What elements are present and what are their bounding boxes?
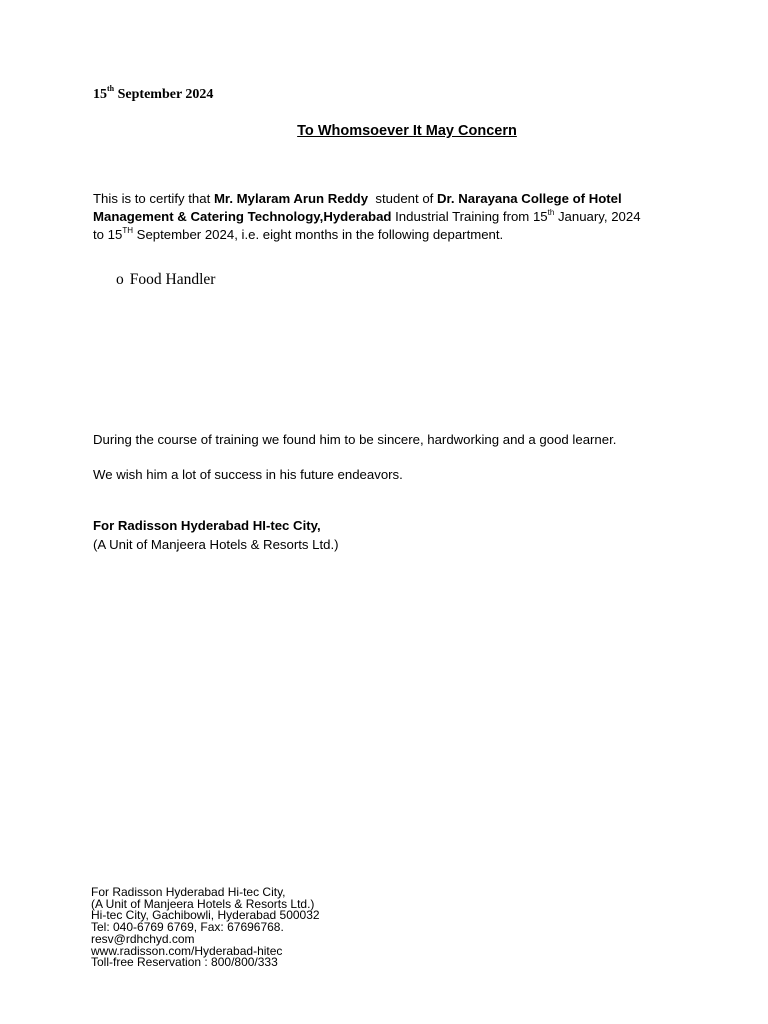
footer-address: [91, 887, 320, 969]
signature-hotel-name: For Radisson Hyderabad HI-tec City,: [93, 518, 321, 533]
footer-line-phone: Tel: 040-6769 6769, Fax: 67696768.: [91, 920, 284, 935]
paragraph-line-1: [93, 190, 693, 208]
letter-date: [93, 86, 213, 104]
date-day: 15: [93, 87, 107, 102]
footer-line-unit: (A Unit of Manjeera Hotels & Resorts Ltd.): [91, 896, 315, 911]
training-remarks: During the course of training we found him to be sincere, hardworking and a good learner.: [93, 432, 617, 447]
footer-line-hotel: For Radisson Hyderabad Hi-tec City,: [91, 885, 286, 899]
college-name-part1: Dr. Narayana College of Hotel: [437, 191, 622, 206]
to-date-prefix: to 15: [93, 227, 123, 242]
student-name: Mr. Mylaram Arun Reddy: [213, 191, 369, 206]
footer-line-tollfree: Toll-free Reservation : 800/800/333: [91, 955, 278, 970]
bullet-icon: o: [116, 271, 124, 288]
date-day-suffix: th: [107, 84, 115, 94]
to-date-rest: September 2024, i.e. eight months in the following department.: [133, 227, 504, 242]
training-from-text: Industrial Training from 15: [391, 209, 548, 224]
letter-heading: To Whomsoever It May Concern: [297, 123, 517, 139]
footer-line-email: resv@rdhchyd.com: [91, 931, 195, 946]
department-name: Food Handler: [129, 271, 216, 288]
from-date-suffix: th: [547, 207, 555, 217]
date-rest: September 2024: [114, 87, 214, 102]
student-of-text: student of: [368, 191, 437, 206]
intro-text: This is to certify that: [93, 191, 214, 206]
footer-line-address: Hi-tec City, Gachibowli, Hyderabad 500032: [91, 908, 320, 923]
certificate-paragraph: [93, 190, 693, 244]
department-item: [116, 270, 215, 290]
signature-company-unit: (A Unit of Manjeera Hotels & Resorts Ltd.): [93, 537, 339, 552]
college-name-part2: Management & Catering Technology,Hyderabad: [93, 209, 392, 224]
from-date-rest: January, 2024: [554, 209, 641, 224]
paragraph-line-2: [93, 208, 693, 226]
wishes-paragraph: We wish him a lot of success in his future endeavors.: [93, 467, 403, 482]
footer-line-website: www.radisson.com/Hyderabad-hitec: [91, 943, 283, 958]
paragraph-line-3: [93, 226, 693, 244]
to-date-suffix: TH: [122, 225, 134, 235]
